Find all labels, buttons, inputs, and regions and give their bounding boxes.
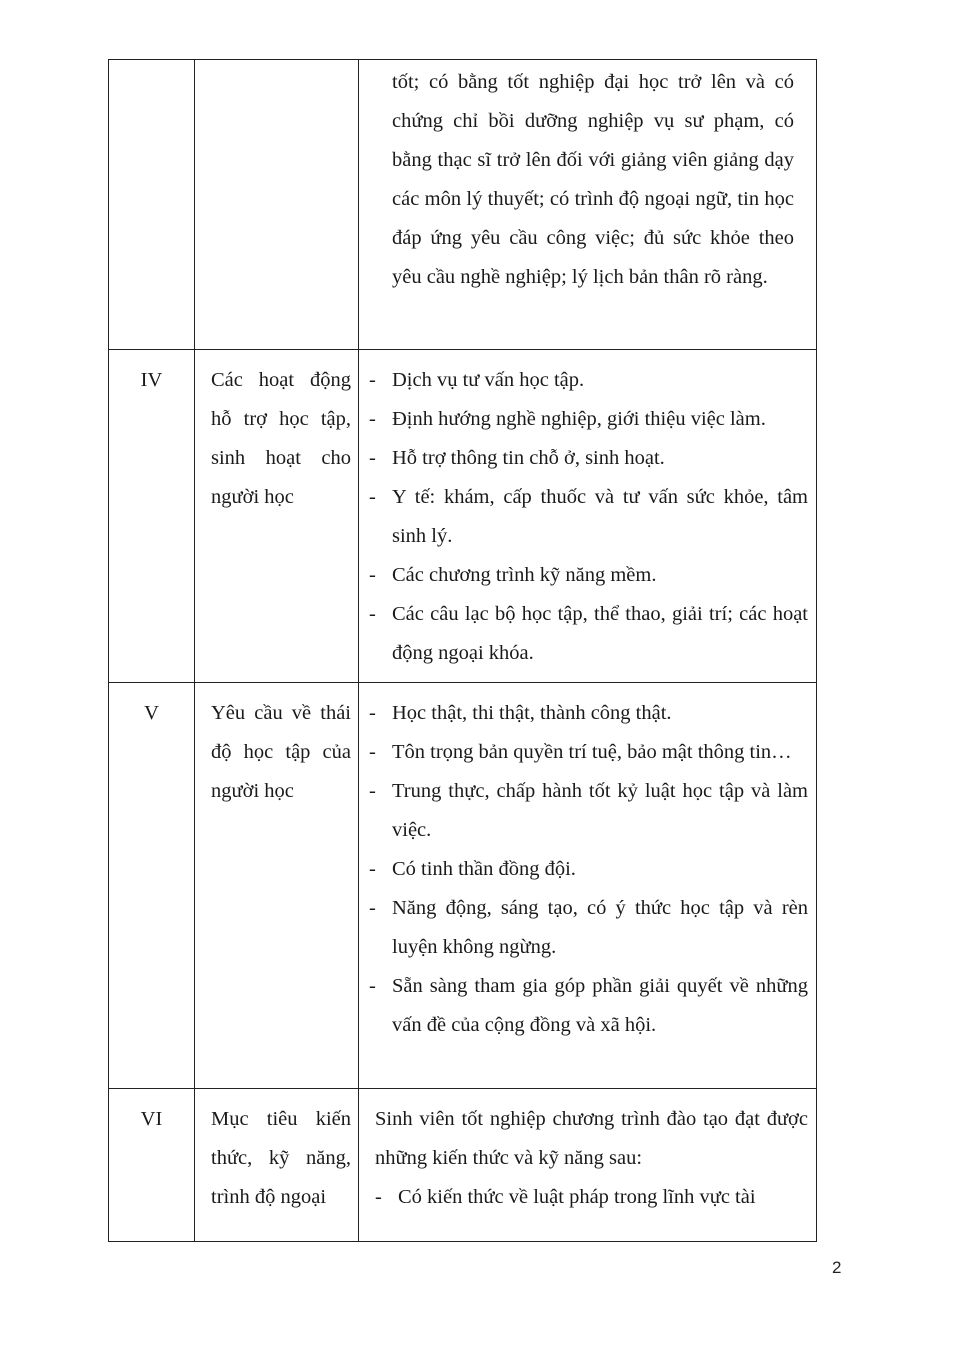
dash-marker: - — [375, 1186, 382, 1208]
bullet-item: - Định hướng nghề nghiệp, giới thiệu việc làm. — [369, 400, 808, 439]
bullet-item: - Có kiến thức về luật pháp trong lĩnh vực tài — [375, 1178, 808, 1217]
row-title-cell — [195, 1089, 359, 1242]
bullet-item: - Trung thực, chấp hành tốt kỷ luật học tập và làm việc. — [369, 772, 808, 850]
bullet-item: - Học thật, thi thật, thành công thật. — [369, 694, 808, 733]
bullet-item: - Tôn trọng bản quyền trí tuệ, bảo mật thông tin… — [369, 733, 808, 772]
row-number-cell — [109, 1089, 195, 1242]
page-number: 2 — [832, 1258, 842, 1277]
row-number: VI — [140, 1108, 163, 1130]
dash-marker: - — [369, 603, 376, 625]
dash-marker: - — [369, 975, 376, 997]
bullet-item: - Năng động, sáng tạo, có ý thức học tập và rèn luyện không ngừng. — [369, 889, 808, 967]
row-title: Mục tiêu kiến thức, kỹ năng, trình độ ngoại — [211, 1108, 351, 1208]
bullet-item: - Hỗ trợ thông tin chỗ ở, sinh hoạt. — [369, 439, 808, 478]
bullet-item: - Các chương trình kỹ năng mềm. — [369, 556, 808, 595]
row-number-cell — [109, 60, 195, 350]
bullet-item: - Y tế: khám, cấp thuốc và tư vấn sức khỏe, tâm sinh lý. — [369, 478, 808, 556]
program-info-table — [108, 59, 817, 1242]
content-paragraph: Sinh viên tốt nghiệp chương trình đào tạo đạt được những kiến thức và kỹ năng sau: — [375, 1108, 808, 1169]
row-content-cell — [359, 60, 817, 350]
table-row — [109, 350, 817, 683]
dash-marker: - — [369, 897, 376, 919]
content-paragraph: tốt; có bằng tốt nghiệp đại học trở lên và có chứng chỉ bồi dưỡng nghiệp vụ sư phạm, có bằng thạc sĩ trở lên đối với giảng viên giảng dạy các môn lý thuyết; có trình độ ngoại ngữ, tin học đáp ứng yêu cầu công việc; đủ sức khỏe theo yêu cầu nghề nghiệp; lý lịch bản thân rõ ràng. — [392, 71, 794, 288]
row-title: Yêu cầu về thái độ học tập của người học — [211, 702, 351, 802]
table-row — [109, 683, 817, 1089]
dash-marker: - — [369, 447, 376, 469]
row-title: Các hoạt động hỗ trợ học tập, sinh hoạt cho người học — [211, 369, 351, 508]
dash-marker: - — [369, 564, 376, 586]
dash-marker: - — [369, 741, 376, 763]
row-content-cell — [359, 683, 817, 1089]
row-title-cell — [195, 683, 359, 1089]
bullet-item: - Dịch vụ tư vấn học tập. — [369, 361, 808, 400]
dash-marker: - — [369, 369, 376, 391]
bullet-item: - Sẵn sàng tham gia góp phần giải quyết về những vấn đề của cộng đồng và xã hội. — [369, 967, 808, 1045]
dash-marker: - — [369, 408, 376, 430]
row-content-cell — [359, 1089, 817, 1242]
table-row — [109, 60, 817, 350]
dash-marker: - — [369, 486, 376, 508]
row-number: V — [144, 702, 159, 724]
dash-marker: - — [369, 780, 376, 802]
row-title-cell — [195, 60, 359, 350]
row-number-cell — [109, 683, 195, 1089]
row-number-cell — [109, 350, 195, 683]
dash-marker: - — [369, 702, 376, 724]
row-number: IV — [140, 369, 163, 391]
row-title-cell — [195, 350, 359, 683]
bullet-item: - Có tinh thần đồng đội. — [369, 850, 808, 889]
table-row — [109, 1089, 817, 1242]
bullet-item: - Các câu lạc bộ học tập, thể thao, giải trí; các hoạt động ngoại khóa. — [369, 595, 808, 673]
row-content-cell — [359, 350, 817, 683]
dash-marker: - — [369, 858, 376, 880]
